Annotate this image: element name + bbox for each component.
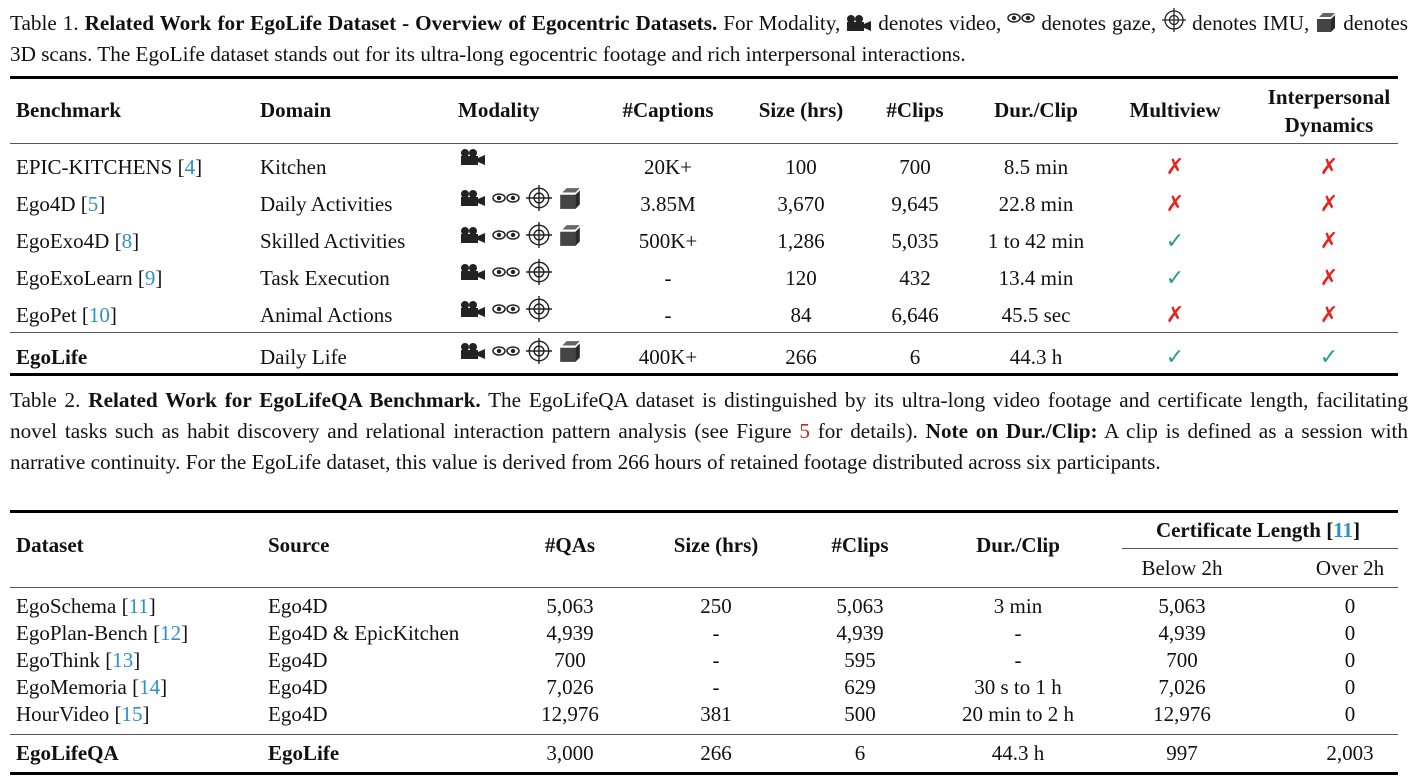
dataset-name: EgoMemoria — [16, 675, 127, 699]
table2-row-0-clips: 5,063 — [836, 594, 884, 618]
table1-row-2-interpersonal: ✗ — [1319, 228, 1339, 253]
table1-row-2-size: 1,286 — [777, 229, 825, 253]
table2-bottom-rule — [10, 772, 1398, 775]
note-label: Note on Dur./Clip: — [925, 419, 1098, 443]
table1-row-5-clips: 6 — [909, 345, 921, 369]
table2-row-2-below: 700 — [1166, 648, 1198, 672]
table1-row-5-multiview: ✓ — [1165, 344, 1185, 369]
header-dynamics: Dynamics — [1284, 113, 1374, 137]
table1-row-3-modality — [460, 259, 552, 285]
table2-row-4-clips: 500 — [844, 702, 876, 726]
table1-row-3-multiview: ✓ — [1165, 265, 1185, 290]
table2-row-4-over: 0 — [1344, 702, 1356, 726]
table1-row-2-domain: Skilled Activities — [260, 229, 406, 253]
caption-text: for details). — [817, 419, 918, 443]
table2-row-2-clips: 595 — [844, 648, 876, 672]
table1-header-rule — [10, 143, 1398, 144]
table2-row-5-size: 266 — [700, 741, 732, 765]
table2-row-1-name: EgoPlan-Bench [12] — [16, 621, 189, 645]
header-clips2: #Clips — [831, 533, 889, 557]
table2-row-3-qas: 7,026 — [546, 675, 594, 699]
table1-row-4-size: 84 — [790, 303, 812, 327]
header-dur2: Dur./Clip — [976, 533, 1060, 557]
3d-scan-icon — [1315, 11, 1337, 33]
table1-row-2-multiview: ✓ — [1165, 228, 1185, 253]
header-captions: #Captions — [622, 98, 714, 122]
imu-icon — [526, 338, 552, 364]
dataset-name: EgoPlan-Bench — [16, 621, 148, 645]
table2-row-2-source: Ego4D — [268, 648, 328, 672]
table1-row-2-name: EgoExo4D [8] — [16, 229, 140, 253]
table2-row-1-clips: 4,939 — [836, 621, 884, 645]
header-domain: Domain — [260, 98, 332, 122]
gaze-icon — [492, 303, 520, 315]
table2-row-5-below: 997 — [1166, 741, 1198, 765]
table2-row-0-qas: 5,063 — [546, 594, 594, 618]
table1-row-0-name: EPIC-KITCHENS [4] — [16, 155, 203, 179]
citation-link[interactable]: 9 — [144, 266, 156, 290]
citation-link[interactable]: 5 — [87, 192, 99, 216]
figure-link[interactable]: 5 — [799, 419, 810, 443]
table1-row-3-name: EgoExoLearn [9] — [16, 266, 163, 290]
table1-row-0-interpersonal: ✗ — [1319, 154, 1339, 179]
table1-row-3-interpersonal: ✗ — [1319, 265, 1339, 290]
table1-label: Table 1. — [10, 11, 79, 35]
dataset-name: EgoExoLearn — [16, 266, 133, 290]
dataset-name: EgoSchema — [16, 594, 117, 618]
citation-link[interactable]: 12 — [160, 621, 182, 645]
citation-link[interactable]: 14 — [139, 675, 161, 699]
table2-row-4-source: Ego4D — [268, 702, 328, 726]
table1-row-5-size: 266 — [785, 345, 817, 369]
table1-row-3-dur: 13.4 min — [998, 266, 1074, 290]
table1-title: Related Work for EgoLife Dataset - Overview of Egocentric Datasets. — [84, 11, 718, 35]
table1-row-2-modality — [460, 222, 582, 248]
dataset-name: EPIC-KITCHENS — [16, 155, 173, 179]
dataset-name: EgoPet — [16, 303, 77, 327]
table2-row-2-size: - — [712, 648, 720, 672]
table1-row-2-dur: 1 to 42 min — [987, 229, 1085, 253]
citation-link[interactable]: 11 — [128, 594, 149, 618]
table1-row-4-name: EgoPet [10] — [16, 303, 117, 327]
video-icon — [460, 189, 486, 207]
gaze-icon — [492, 345, 520, 357]
table1-row-0-multiview: ✗ — [1165, 154, 1185, 179]
table1-row-5-name — [16, 344, 87, 370]
table1-bottom-rule — [10, 373, 1398, 376]
imu-icon — [1162, 8, 1186, 32]
header-over-2h: Over 2h — [1315, 556, 1385, 580]
citation-link[interactable]: 4 — [184, 155, 196, 179]
table1-row-2-captions: 500K+ — [638, 229, 698, 253]
table1-row-1-captions: 3.85M — [640, 192, 696, 216]
table2-row-5-dur: 44.3 h — [991, 741, 1045, 765]
caption-text: denotes 3D scans. The EgoLife dataset stands out for its ultra-long egocentric footage and rich interpersonal interactions. — [10, 11, 1408, 66]
table1-row-5-captions: 400K+ — [638, 345, 698, 369]
dataset-name: EgoLifeQA — [16, 741, 119, 765]
table2-row-2-over: 0 — [1344, 648, 1356, 672]
header-dur: Dur./Clip — [994, 98, 1078, 122]
header-dataset: Dataset — [16, 533, 84, 557]
table1-row-1-domain: Daily Activities — [260, 192, 393, 216]
table1-caption — [10, 8, 1408, 70]
table2-row-3-over: 0 — [1344, 675, 1356, 699]
gaze-icon — [492, 266, 520, 278]
table1-row-4-modality — [460, 296, 552, 322]
table1-row-4-interpersonal: ✗ — [1319, 302, 1339, 327]
table2-row-0-over: 0 — [1344, 594, 1356, 618]
table1-row-4-captions: - — [664, 303, 672, 327]
dataset-name: EgoExo4D — [16, 229, 110, 253]
citation-link[interactable]: 8 — [121, 229, 133, 253]
table1-row-5-dur: 44.3 h — [1009, 345, 1063, 369]
table1-row-5-domain: Daily Life — [260, 345, 347, 369]
table2-row-2-dur: - — [1014, 648, 1022, 672]
citation-link[interactable]: 13 — [112, 648, 134, 672]
header-interpersonal: Interpersonal — [1267, 85, 1391, 109]
table2-row-1-source: Ego4D & EpicKitchen — [268, 621, 460, 645]
table2-row-3-source: Ego4D — [268, 675, 328, 699]
citation-link[interactable]: 11 — [1333, 518, 1354, 542]
header-modality: Modality — [458, 98, 540, 122]
3d-scan-icon — [558, 186, 582, 210]
table2-row-3-below: 7,026 — [1158, 675, 1206, 699]
table1-row-1-modality — [460, 185, 582, 211]
table2-row-3-dur: 30 s to 1 h — [974, 675, 1062, 699]
table1-row-4-multiview: ✗ — [1165, 302, 1185, 327]
table1-row-0-size: 100 — [785, 155, 817, 179]
table2-row-4-dur: 20 min to 2 h — [961, 702, 1075, 726]
video-icon — [460, 226, 486, 244]
table1-row-3-domain: Task Execution — [260, 266, 390, 290]
table2-row-5-clips: 6 — [854, 741, 866, 765]
table1-row-0-clips: 700 — [899, 155, 931, 179]
caption-text: The EgoLifeQA dataset is distinguished by its ultra-long video footage and certificate length, facilitating novel tasks such as habit discovery and relational interaction pattern analysis (see Figure — [10, 388, 1408, 443]
table2-row-1-qas: 4,939 — [546, 621, 594, 645]
table1-row-0-dur: 8.5 min — [1003, 155, 1069, 179]
table2-row-5-name — [16, 740, 119, 766]
video-icon — [460, 342, 486, 360]
table1-row-2-clips: 5,035 — [891, 229, 939, 253]
table2-label: Table 2. — [10, 388, 81, 412]
imu-icon — [526, 259, 552, 285]
dataset-name: Ego4D — [16, 192, 76, 216]
caption-text: denotes IMU, — [1192, 11, 1310, 35]
table2-row-0-name: EgoSchema [11] — [16, 594, 156, 618]
header-clips: #Clips — [886, 98, 944, 122]
table2-row-5-qas: 3,000 — [546, 741, 594, 765]
header-certificate-length — [1156, 517, 1360, 543]
header-text: ] — [1353, 518, 1361, 542]
citation-link[interactable]: 15 — [121, 702, 143, 726]
table2-row-4-name: HourVideo [15] — [16, 702, 150, 726]
header-benchmark: Benchmark — [16, 98, 121, 122]
video-icon — [846, 14, 872, 32]
table1-top-rule — [10, 76, 1398, 79]
table1-row-0-domain: Kitchen — [260, 155, 327, 179]
table1-row-1-name: Ego4D [5] — [16, 192, 106, 216]
imu-icon — [526, 222, 552, 248]
table1-row-1-clips: 9,645 — [891, 192, 939, 216]
table2-row-1-size: - — [712, 621, 720, 645]
gaze-icon — [492, 192, 520, 204]
table2-mid-rule — [10, 734, 1398, 735]
table2-row-3-name: EgoMemoria [14] — [16, 675, 168, 699]
3d-scan-icon — [558, 223, 582, 247]
table1-row-5-modality — [460, 338, 582, 364]
table1-row-1-size: 3,670 — [777, 192, 825, 216]
imu-icon — [526, 296, 552, 322]
video-icon — [460, 148, 486, 166]
table2-top-rule — [10, 510, 1398, 513]
table1-row-4-domain: Animal Actions — [260, 303, 393, 327]
caption-text: denotes video, — [878, 11, 1002, 35]
table2-row-1-dur: - — [1014, 621, 1022, 645]
table2-row-2-name: EgoThink [13] — [16, 648, 141, 672]
table1-row-0-modality — [460, 148, 486, 166]
table2-title: Related Work for EgoLifeQA Benchmark. — [88, 388, 481, 412]
table1-row-3-size: 120 — [785, 266, 817, 290]
table2-row-1-over: 0 — [1344, 621, 1356, 645]
certificate-subrule — [1122, 548, 1398, 549]
header-size2: Size (hrs) — [673, 533, 759, 557]
table2-header-rule — [10, 587, 1398, 588]
caption-text: A clip is defined as a session with narrative continuity. For the EgoLife dataset, this value is derived from 266 hours of retained footage distributed across six participants. — [10, 419, 1409, 474]
imu-icon — [526, 185, 552, 211]
table2-row-4-below: 12,976 — [1153, 702, 1211, 726]
table1-row-4-clips: 6,646 — [891, 303, 939, 327]
table2-row-0-below: 5,063 — [1158, 594, 1206, 618]
video-icon — [460, 263, 486, 281]
table2-row-5-source: EgoLife — [268, 741, 340, 765]
table2-caption — [10, 385, 1408, 478]
table1-row-4-dur: 45.5 sec — [1001, 303, 1071, 327]
table1-row-5-interpersonal: ✓ — [1319, 344, 1339, 369]
table2-row-1-below: 4,939 — [1158, 621, 1206, 645]
header-below-2h: Below 2h — [1141, 556, 1223, 580]
table2-row-2-qas: 700 — [554, 648, 586, 672]
table2-row-4-size: 381 — [700, 702, 732, 726]
3d-scan-icon — [558, 339, 582, 363]
header-source: Source — [268, 533, 330, 557]
table1-row-0-captions: 20K+ — [643, 155, 693, 179]
gaze-icon — [492, 229, 520, 241]
table2-row-0-source: Ego4D — [268, 594, 328, 618]
table2-row-0-dur: 3 min — [993, 594, 1043, 618]
table2-row-3-size: - — [712, 675, 720, 699]
header-multiview: Multiview — [1129, 98, 1221, 122]
table2-row-5-over: 2,003 — [1326, 741, 1374, 765]
table1-row-3-captions: - — [664, 266, 672, 290]
dataset-name: EgoLife — [16, 345, 88, 369]
table2-row-0-size: 250 — [700, 594, 732, 618]
dataset-name: HourVideo — [16, 702, 110, 726]
table2-row-4-qas: 12,976 — [541, 702, 599, 726]
table1-row-1-multiview: ✗ — [1165, 191, 1185, 216]
gaze-icon — [1007, 12, 1035, 24]
table2-row-3-clips: 629 — [844, 675, 876, 699]
caption-text: For Modality, — [723, 11, 841, 35]
caption-text: denotes gaze, — [1041, 11, 1157, 35]
citation-link[interactable]: 10 — [88, 303, 110, 327]
table1-row-1-interpersonal: ✗ — [1319, 191, 1339, 216]
video-icon — [460, 300, 486, 318]
header-text: Certificate Length [ — [1155, 518, 1334, 542]
table1-mid-rule — [10, 332, 1398, 333]
table1-row-3-clips: 432 — [899, 266, 931, 290]
header-qas: #QAs — [544, 533, 596, 557]
table1-row-1-dur: 22.8 min — [998, 192, 1074, 216]
header-size: Size (hrs) — [758, 98, 844, 122]
dataset-name: EgoThink — [16, 648, 100, 672]
